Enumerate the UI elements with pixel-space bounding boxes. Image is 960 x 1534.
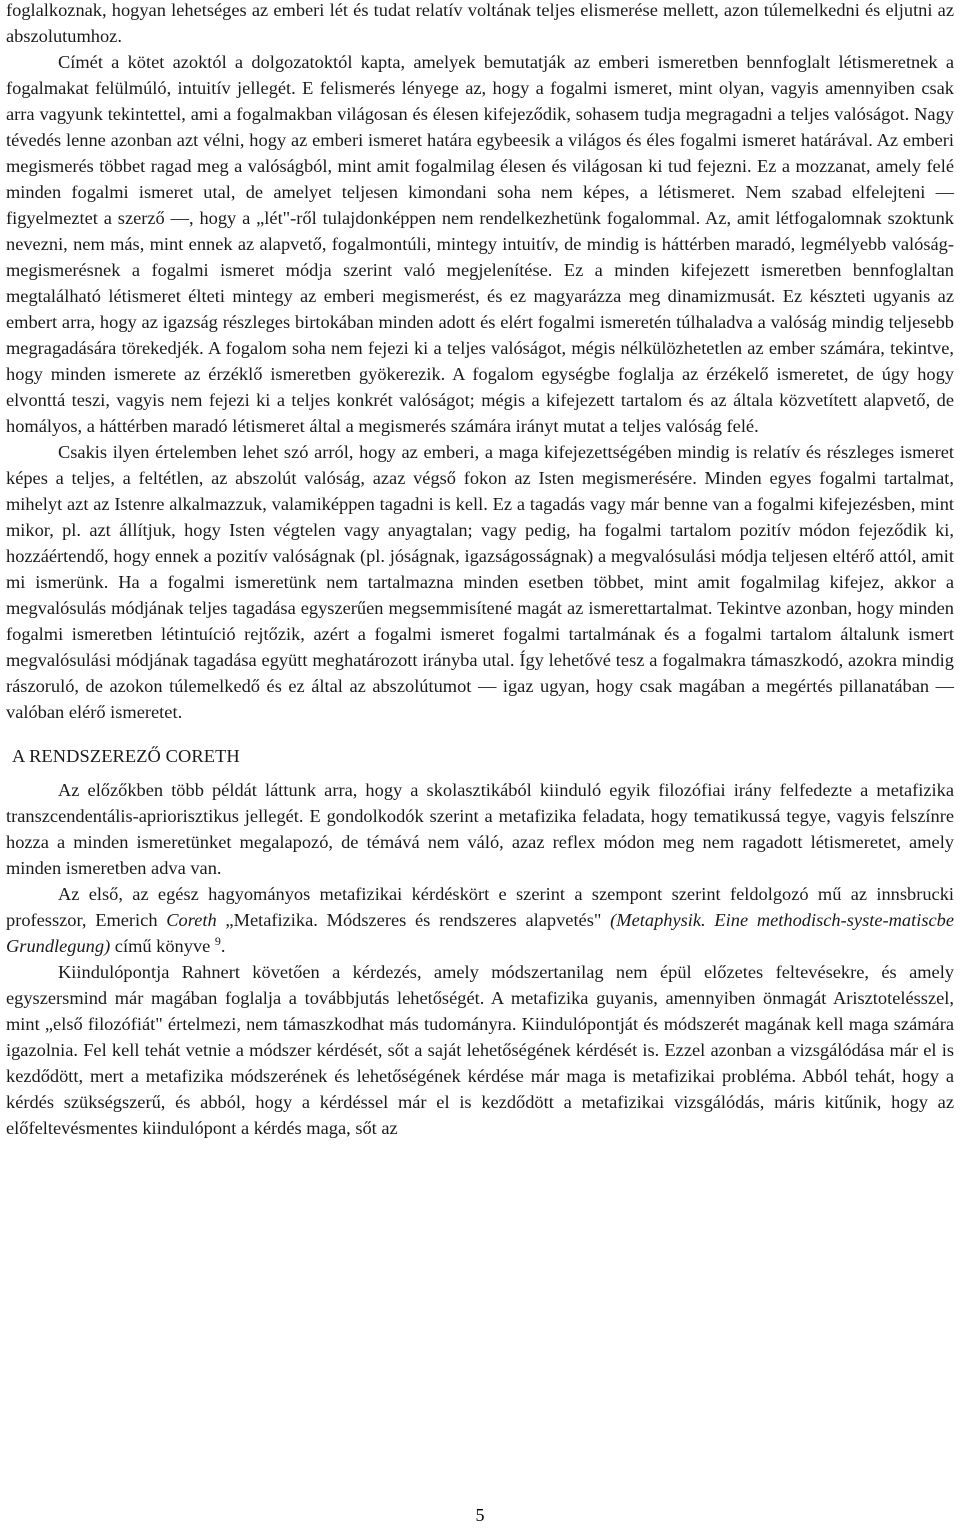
text-run: című könyve bbox=[110, 936, 215, 956]
book-original-title: (Metaphysik. Eine methodisch-syste-matiscbe Grundlegung) bbox=[6, 910, 954, 956]
page-number: 5 bbox=[475, 1505, 485, 1525]
paragraph-title-explanation: Címét a kötet azoktól a dolgozatoktól kapta, amelyek bemutatják az emberi ismeretben bennfoglalt létismeretnek a fogalmakat felülmúló, intuitív jellegét. E felismerés lényege az, hogy a fogalmi ismeret, mint olyan, vagyis amennyiben csak arra vagyunk tekintettel, ami a fogalmakban világosan és élesen kifejeződik, sohasem tudja megragadni a teljes valóságot. Nagy tévedés lenne azonban azt vélni, hogy az emberi ismeret határa egybeesik a világos és éles fogalmi ismeret határával. Az emberi megismerés többet ragad meg a valóságból, mint amit fogalmilag élesen és világosan ki tud fejezni. Ez a mozzanat, amely felé minden fogalmi ismeret utal, de amelyet teljesen kimondani soha nem képes, a létismeret. Nem szabad elfelejteni — figyelmeztet a szerző —, hogy a „lét"-ről tulajdonképpen nem rendelkezhetünk fogalommal. Az, amit létfogalomnak szoktunk nevezni, nem más, mint ennek az alapvető, fogalmontúli, mintegy intuitív, de mindig is háttérben maradó, legmélyebb valóság-megismerésnek a fogalmi ismeret módja szerint való megjelenítése. Ez a minden kifejezett ismeretben bennfoglaltan megtalálható létismeret élteti mintegy az emberi megismerést, és ez magyarázza meg dinamizmusát. Ez készteti ugyanis az embert arra, hogy az igazság részleges birtokában minden adott és elért fogalmi ismeretén túlhaladva a valóság mindig teljesebb megragadására törekedjék. A fogalom soha nem fejezi ki a teljes valóságot, mégis nélkülözhetetlen az ember számára, tekintve, hogy minden ismerete az érzéklő ismeretben gyökerezik. A fogalom egységbe foglalja az érzékelő ismeretet, de úgy hogy elvonttá teszi, vagyis nem fejezi ki a teljes konkrét valóságot; mégis a kifejezett tartalom és az általa közvetített alapvető, de homályos, a háttérben maradó létismeret által a megismerés számára irányt mutat a teljes valóság felé. bbox=[6, 52, 954, 436]
paragraph-introduction: Az előzőkben több példát láttunk arra, hogy a skolasztikából kiinduló egyik filozófiai irány felfedezte a metafizika transzcendentális-apriorisztikus jellegét. E gondolkodók szerint a metafizika feladata, hogy tematikussá tegye, vagyis felszínre hozza a minden ismeretünket megalapozó, de témává nem váló, azaz reflex módon meg nem ragadott létismeretet, amely minden ismeretben adva van. bbox=[6, 780, 954, 878]
footnote-marker: 9 bbox=[214, 933, 221, 948]
paragraph-coreth-book bbox=[6, 881, 954, 959]
section-heading: A RENDSZEREZŐ CORETH bbox=[12, 746, 240, 766]
text-run: „Metafizika. Módszeres és rendszeres alapvetés" bbox=[216, 910, 611, 930]
text-run: . bbox=[220, 936, 226, 956]
author-name: Coreth bbox=[166, 910, 217, 930]
text-run: Az első, az egész hagyományos metafizikai kérdéskört e szerint a szempont szerint feldolgozó mű az innsbrucki professzor, Emerich bbox=[6, 884, 954, 930]
paragraph-starting-point: Kiindulópontja Rahnert követően a kérdezés, amely módszertanilag nem épül előzetes feltevésekre, és amely egyszersmind már magában foglalja a továbbjutás lehetőségét. A metafizika guyanis, amennyiben önmagát Arisztotelésszel, mint „első filozófiát" értelmezi, nem támaszkodhat más tudományra. Kiindulópontját és módszerét magának kell maga számára igazolnia. Fel kell tehát vetnie a módszer kérdését, sőt a saját lehetőségének kérdését is. Ezzel azonban a vizsgálódása már el is kezdődött, mert a metafizika módszerének és lehetőségének kérdése már maga is metafizikai probléma. Abból tehát, hogy a kérdés szükségszerű, és abból, hogy a kérdéssel már el is kezdődött a metafizikai vizsgálódás, máris kitűnik, hogy az előfeltevésmentes kiindulópont a kérdés maga, sőt az bbox=[6, 962, 954, 1138]
paragraph-continuation: foglalkoznak, hogyan lehetséges az emberi lét és tudat relatív voltának teljes elismerése mellett, azon túlemelkedni és eljutni az abszolutumhoz. bbox=[6, 0, 954, 46]
paragraph-god-knowledge: Csakis ilyen értelemben lehet szó arról, hogy az emberi, a maga kifejezettségében mindig is relatív és részleges ismeret képes a teljes, a feltétlen, az abszolút valóság, azaz végső fokon az Isten megismerésére. Minden egyes fogalmi tartalmat, mihelyt azt az Istenre alkalmazzuk, valamiképpen tagadni is kell. Ez a tagadás vagy már benne van a fogalmi kifejezésben, mint mikor, pl. azt állítjuk, hogy Isten végtelen vagy anyagtalan; vagy pedig, ha fogalmi tartalom pozitív módon fejeződik ki, hozzáértendő, hogy ennek a pozitív valóságnak (pl. jóságnak, igazságosságnak) a megvalósulási módja teljesen eltérő attól, amit mi ismerünk. Ha a fogalmi ismeretünk nem tartalmazna minden esetben többet, mint amit fogalmilag kifejez, akkor a megvalósulás módjának teljes tagadása egyszerűen megsemmisítené magát az ismerettartalmat. Tekintve azonban, hogy minden fogalmi ismeretben létintuíció rejtőzik, azért a fogalmi ismeret fogalmi tartalmának és a fogalmi tartalom általunk ismert megvalósulási módjának tagadása együtt meghatározott irányba utal. Így lehetővé tesz a fogalmakra támaszkodó, azokra mindig rászoruló, de azokon túlemelkedő és ez által az abszolútumot — igaz ugyan, hogy csak magában a megértés pillanatában — valóban elérő ismeretet. bbox=[6, 442, 954, 722]
